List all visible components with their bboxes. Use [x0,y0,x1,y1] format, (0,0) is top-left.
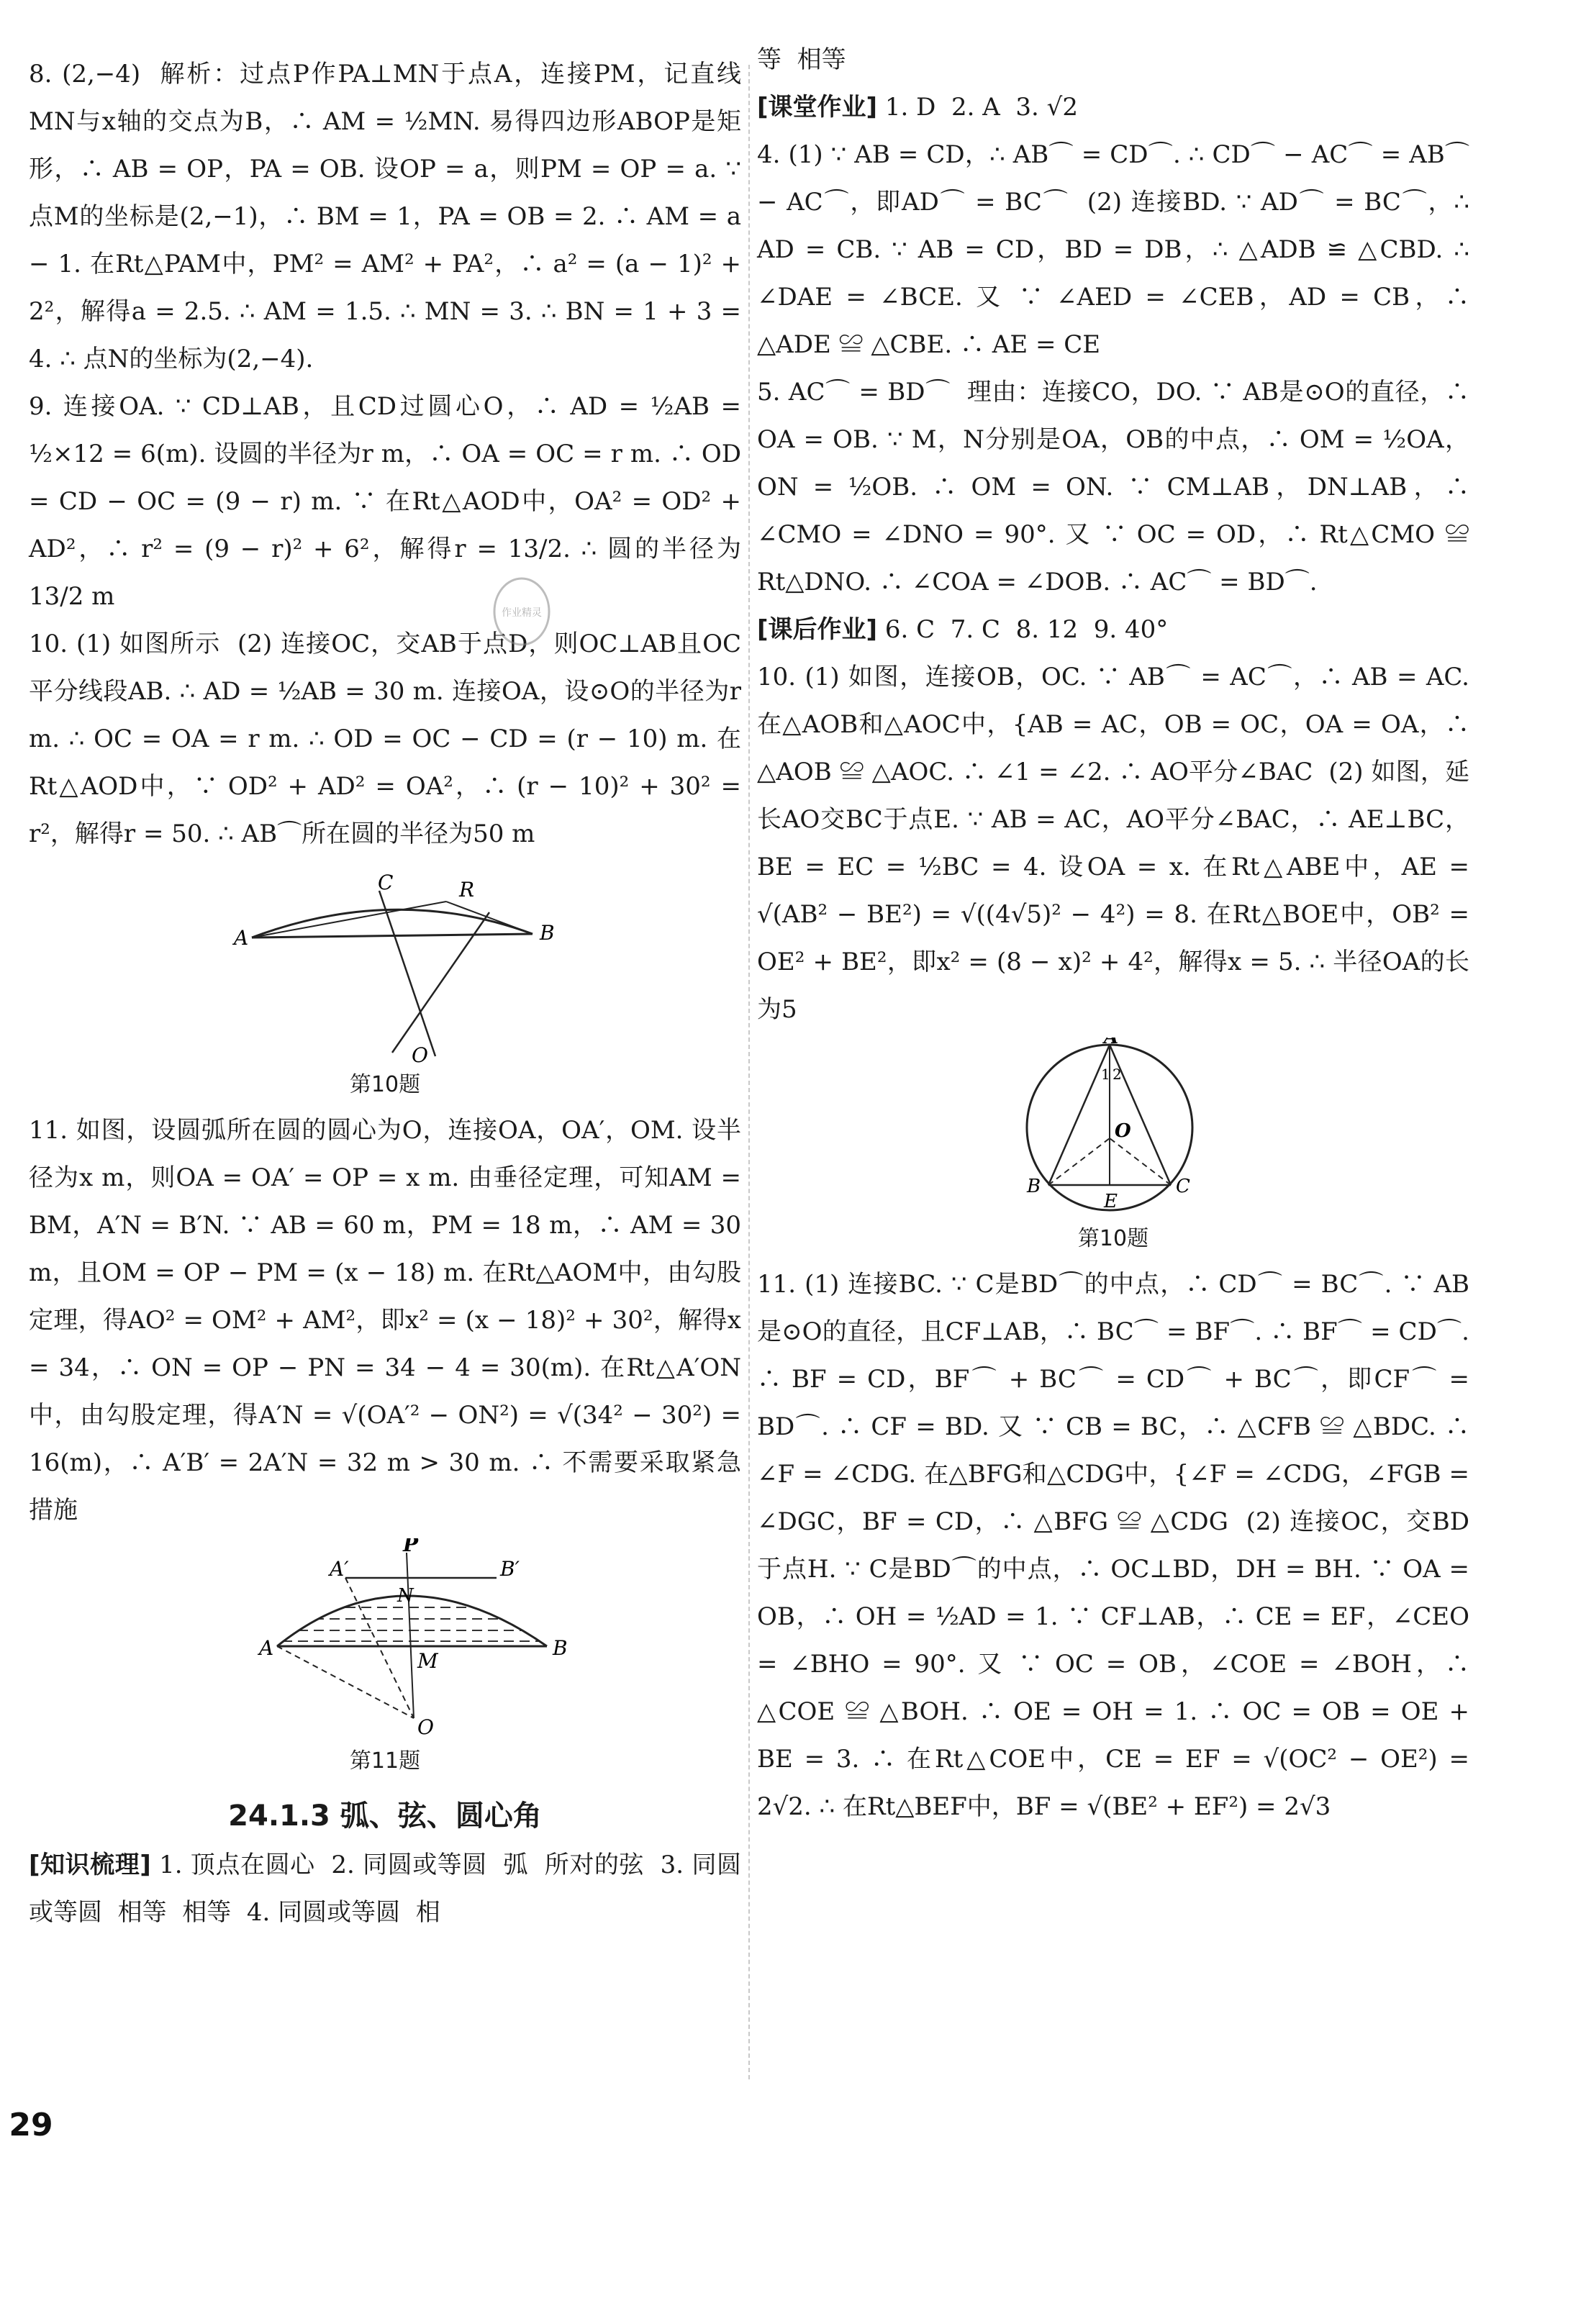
figure-10-right-caption: 第10题 [1077,1226,1149,1251]
label-A: A [1104,1038,1119,1048]
figure-11-left-diagram [29,1538,741,1740]
label-B: B [540,921,555,945]
label-R: R [459,878,475,902]
class-work-answers: 1. D 2. A 3. √2 [877,93,1078,122]
answer-9: 9. 连接OA. ∵ CD⊥AB，且CD过圆心O，∴ AD = ½AB = ½×12 = 6(m). 设圆的半径为r m，∴ OA = OC = r m. ∴ OD = CD − OC = (9 − r) m. ∵ 在Rt△AOD中，OA² = OD² + AD²，∴ r² = (9 − r)² + 6²，解得r = 13/2. ∴ 圆的半径为 13/2 m [29,392,749,611]
figure-10-left [29,862,741,1099]
label-angle-1: 1 [1101,1066,1110,1083]
answer-8: 8. (2,−4) 解析：过点P作PA⊥MN于点A，连接PM，记直线MN与x轴的交点为B，∴ AM = ½MN. 易得四边形ABOP是矩形，∴ AB = OP，PA = OB. 设OP = a，则PM = OP = a. ∵ 点M的坐标是(2,−1)，∴ BM = 1，PA = OB = 2. ∴ AM = a − 1. 在Rt△PAM中，PM² = AM² + PA²，∴ a² = (a − 1)² + 2²，解得a = 2.5. ∴ AM = 1.5. ∴ MN = 3. ∴ BN = 1 + 3 = 4. ∴ 点N的坐标为(2,−4). [29,60,749,373]
label-C: C [1176,1176,1190,1197]
tag-afterclass: [课后作业] [757,615,878,644]
label-P: P [403,1538,419,1556]
label-N: N [397,1585,414,1607]
after-class-work [757,606,1469,653]
knowledge-summary [29,1841,741,1936]
label-O: O [1115,1120,1131,1142]
answer-11-right: 11. (1) 连接BC. ∵ C是BD⌒的中点，∴ CD⌒ = BC⌒. ∵ AB是⊙O的直径，且CF⊥AB，∴ BC⌒ = BF⌒. ∴ BF⌒ = CD⌒. ∴ BF = CD，BF⌒ + BC⌒ = CD⌒ + BC⌒，即CF⌒ = BD⌒. ∴ CF = BD. 又 ∵ CB = BC，∴ △CFB ≌ △BDC. ∴ ∠F = ∠CDG. 在△BFG和△CDG中，{∠F = ∠CDG，∠FGB = ∠DGC，BF = CD，∴ △BFG ≌ △CDG (2) 连接OC，交BD于点H. ∵ C是BD⌒的中点，∴ OC⊥BD，DH = BH. ∵ OA = OB，∴ OH = ½AD = 1. ∵ CF⊥AB，∴ CE = EF，∠CEO = ∠BHO = 90°. 又 ∵ OC = OB，∠COE = ∠BOH，∴ △COE ≌ △BOH. ∴ OE = OH = 1. ∴ OC = OB = OE + BE = 3. ∴ 在Rt△COE中，CE = EF = √(OC² − OE²) = 2√2. ∴ 在Rt△BEF中，BF = √(BE² + EF²) = 2√3 [757,1270,1477,1821]
answer-4: 4. (1) ∵ AB = CD，∴ AB⌒ = CD⌒. ∴ CD⌒ − AC⌒ = AB⌒ − AC⌒，即AD⌒ = BC⌒ (2) 连接BD. ∵ AD⌒ = BC⌒，∴ AD = CB. ∵ AB = CD，BD = DB，∴ △ADB ≌ △CBD. ∴ ∠DAE = ∠BCE. 又 ∵ ∠AED = ∠CEB，AD = CB，∴ △ADE ≌ △CBE. ∴ AE = CE [757,140,1477,359]
label-A-prime: A′ [330,1557,349,1581]
label-A: A [259,1636,274,1660]
knowledge-answers: 1. 顶点在圆心 2. 同圆或等圆 弧 所对的弦 3. 同圆或等圆 相等 相等 4. 同圆或等圆 相 [29,1851,741,1927]
answer-11: 11. 如图，设圆弧所在圆的圆心为O，连接OA，OA′，OM. 设半径为x m，则OA = OA′ = OP = x m. 由垂径定理，可知AM = BM，A′N = B′N. ∵ AB = 60 m，PM = 18 m，∴ AM = 30 m，且OM = OP − PM = (x − 18) m. 在Rt△AOM中，由勾股定理，得AO² = OM² + AM²，即x² = (x − 18)² + 30²，解得x = 34，∴ ON = OP − PN = 34 − 4 = 30(m). 在Rt△A′ON中，由勾股定理，得A′N = √(OA′² − ON²) = √(34² − 30²) = 16(m)，∴ A′B′ = 2A′N = 32 m > 30 m. ∴ 不需要采取紧急措施 [29,1116,749,1525]
label-M: M [417,1649,438,1673]
label-E: E [1104,1191,1118,1212]
label-A: A [234,926,249,950]
watermark-stamp [489,576,554,648]
figure-10-right [757,1038,1469,1253]
column-divider [748,65,750,2079]
label-angle-2: 2 [1113,1066,1122,1083]
figure-10-left-diagram [29,862,741,1063]
right-column [757,36,1477,1830]
class-work [757,83,1469,131]
after-class-answers: 6. C 7. C 8. 12 9. 40° [877,615,1169,644]
answer-5: 5. AC⌒ = BD⌒ 理由：连接CO，DO. ∵ AB是⊙O的直径，∴ OA = OB. ∵ M，N分别是OA，OB的中点，∴ OM = ½OA，ON = ½OB. ∴ OM = ON. ∵ CM⊥AB，DN⊥AB，∴ ∠CMO = ∠DNO = 90°. 又 ∵ OC = OD，∴ Rt△CMO ≌ Rt△DNO. ∴ ∠COA = ∠DOB. ∴ AC⌒ = BD⌒. [757,378,1477,596]
label-O: O [412,1043,428,1063]
section-title: 24.1.3 弧、弦、圆心角 [228,1799,542,1833]
label-B: B [553,1636,568,1660]
watermark-text: 作业精灵 [502,607,542,619]
tag-knowledge: [知识梳理] [29,1851,151,1879]
figure-11-left [29,1538,741,1776]
figure-10-right-diagram [757,1038,1469,1217]
figure-10-left-caption: 第10题 [349,1072,421,1097]
label-B-prime: B′ [500,1557,520,1581]
left-column [29,50,749,1936]
label-C: C [378,871,394,894]
page-number: 29 [9,2106,53,2143]
tag-classwork: [课堂作业] [757,93,878,122]
answer-10: 10. (1) 如图所示 (2) 连接OC，交AB于点D，则OC⊥AB且OC平分线段AB. ∴ AD = ½AB = 30 m. 连接OA，设⊙O的半径为r m. ∴ OC = OA = r m. ∴ OD = OC − CD = (r − 10) m. 在Rt△AOD中，∵ OD² + AD² = OA²，∴ (r − 10)² + 30² = r²，解得r = 50. ∴ AB⌒所在圆的半径为50 m [29,630,749,848]
label-O: O [417,1715,434,1739]
label-B: B [1027,1176,1041,1197]
answer-10-right: 10. (1) 如图，连接OB，OC. ∵ AB⌒ = AC⌒，∴ AB = AC. 在△AOB和△AOC中，{AB = AC，OB = OC，OA = OA，∴ △AOB ≌ △AOC. ∴ ∠1 = ∠2. ∴ AO平分∠BAC (2) 如图，延长AO交BC于点E. ∵ AB = AC，AO平分∠BAC，∴ AE⊥BC，BE = EC = ½BC = 4. 设OA = x. 在Rt△ABE中，AE = √(AB² − BE²) = √((4√5)² − 4²) = 8. 在Rt△BOE中，OB² = OE² + BE²，即x² = (8 − x)² + 4²，解得x = 5. ∴ 半径OA的长为5 [757,663,1477,1024]
figure-11-left-caption: 第11题 [349,1748,421,1774]
continuation-text: 等 相等 [757,45,846,74]
